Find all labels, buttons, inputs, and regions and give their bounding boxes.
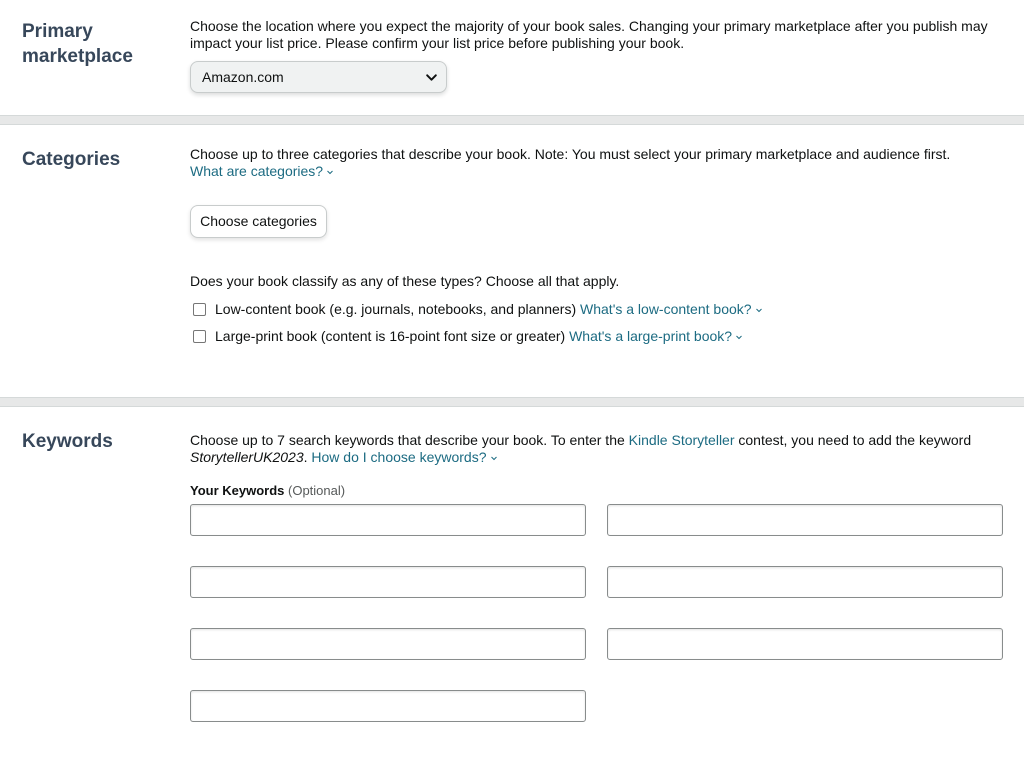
- primary-marketplace-title: Primary marketplace: [22, 21, 133, 67]
- how-choose-keywords-link-text: How do I choose keywords?: [311, 449, 487, 465]
- low-content-help-link-text: What's a low-content book?: [580, 301, 752, 317]
- large-print-option: [193, 328, 743, 345]
- chevron-down-icon: [490, 454, 498, 462]
- keyword-input-3[interactable]: [190, 566, 586, 598]
- keyword-input-6[interactable]: [607, 628, 1003, 660]
- chevron-down-icon: [425, 71, 438, 84]
- book-type-question: Does your book classify as any of these types? Choose all that apply.: [190, 273, 620, 289]
- what-are-categories-link-text: What are categories?: [190, 163, 324, 179]
- keywords-label: [190, 483, 345, 499]
- what-are-categories-link[interactable]: [190, 163, 334, 179]
- keywords-label-text: Your Keywords: [190, 483, 285, 498]
- low-content-checkbox[interactable]: [193, 303, 206, 316]
- chevron-down-icon: [755, 306, 763, 314]
- how-choose-keywords-link[interactable]: [311, 449, 497, 465]
- keywords-title: Keywords: [22, 431, 113, 452]
- large-print-help-link[interactable]: [569, 328, 743, 345]
- marketplace-select-value: Amazon.com: [202, 69, 284, 85]
- keywords-optional-label: (Optional): [288, 483, 346, 498]
- primary-marketplace-section: [0, 0, 1024, 115]
- section-divider: [0, 115, 1024, 125]
- low-content-option: [193, 301, 763, 318]
- keyword-input-4[interactable]: [607, 566, 1003, 598]
- large-print-help-link-text: What's a large-print book?: [569, 328, 733, 344]
- keyword-input-7[interactable]: [190, 690, 586, 722]
- categories-description: [190, 146, 1010, 180]
- keywords-description-part1: Choose up to 7 search keywords that describe your book. To enter the: [190, 432, 629, 448]
- large-print-checkbox[interactable]: [193, 330, 206, 343]
- marketplace-select[interactable]: [190, 61, 447, 93]
- keyword-input-2[interactable]: [607, 504, 1003, 536]
- keywords-description-part2: contest, you need to add the keyword: [734, 432, 972, 448]
- keyword-input-1[interactable]: [190, 504, 586, 536]
- chevron-down-icon: [326, 168, 334, 176]
- categories-description-text: Choose up to three categories that describe your book. Note: You must select your primary marketplace and audience first.: [190, 146, 951, 162]
- keywords-description: [190, 432, 1010, 466]
- keywords-description-part3: .: [303, 449, 312, 465]
- choose-categories-button[interactable]: Choose categories: [190, 205, 327, 238]
- kindle-storyteller-link[interactable]: Kindle Storyteller: [628, 432, 735, 448]
- keyword-example: StorytellerUK2023: [190, 449, 304, 465]
- low-content-help-link[interactable]: [580, 301, 763, 318]
- chevron-down-icon: [735, 333, 743, 341]
- large-print-label: Large-print book (content is 16-point font size or greater): [215, 328, 566, 344]
- low-content-label: Low-content book (e.g. journals, notebooks, and planners): [215, 301, 577, 317]
- primary-marketplace-description: Choose the location where you expect the majority of your book sales. Changing your primary marketplace after you publish may impact your list price. Please confirm your list price before publishing your book.: [190, 18, 988, 51]
- section-divider: [0, 397, 1024, 407]
- keyword-input-5[interactable]: [190, 628, 586, 660]
- categories-title: Categories: [22, 149, 121, 170]
